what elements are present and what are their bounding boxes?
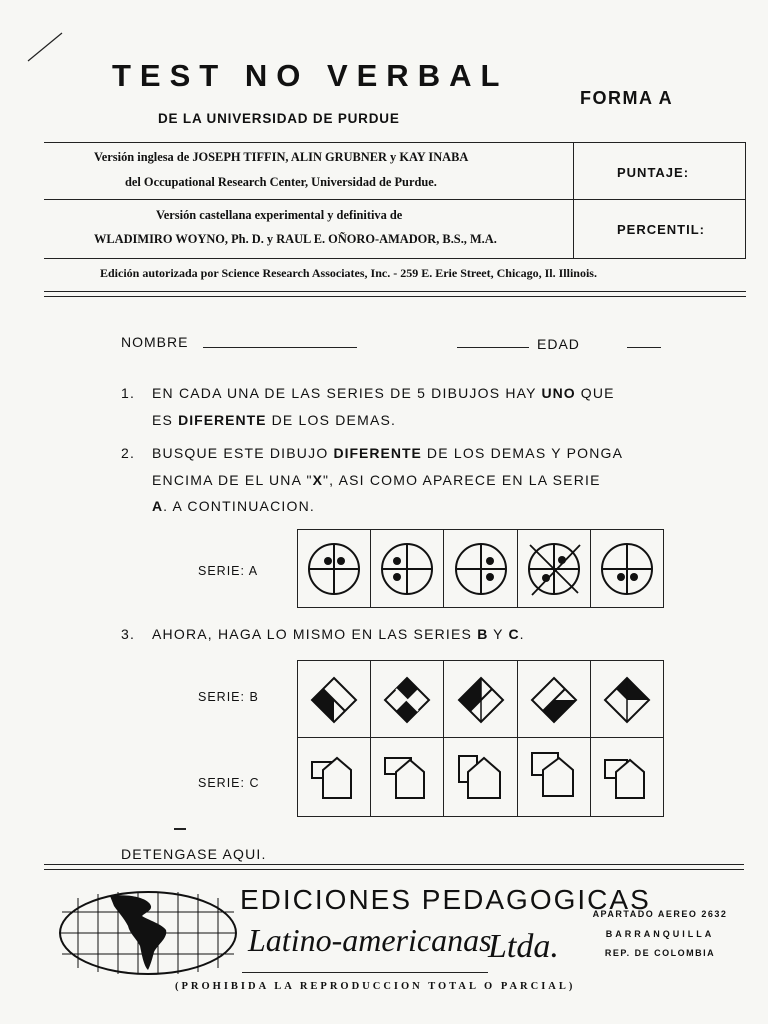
copyright-notice: (PROHIBIDA LA REPRODUCCION TOTAL O PARCIAL): [175, 981, 576, 992]
world-map-logo-icon: [58, 890, 238, 976]
divider: [44, 142, 746, 143]
circle-quadrant-icon: [306, 541, 362, 597]
divider: [44, 864, 744, 865]
nombre-input-line[interactable]: [203, 347, 357, 348]
page-subtitle: DE LA UNIVERSIDAD DE PURDUE: [158, 111, 400, 126]
divider: [44, 258, 746, 259]
address-line: BARRANQUILLA: [605, 929, 715, 939]
credit-line: Versión castellana experimental y definitiva de: [156, 208, 403, 222]
serie-c-label: SERIE: C: [198, 776, 260, 790]
address-line: APARTADO AEREO 2632: [592, 909, 728, 919]
nombre-label: NOMBRE: [121, 334, 189, 350]
serie-c-option-4[interactable]: [517, 738, 590, 816]
instruction-2: BUSQUE ESTE DIBUJO DIFERENTE DE LOS DEMAS Y PONGA ENCIMA DE EL UNA "X", ASI COMO APARECE EN LA SERIE A. A CONTINUACION.: [152, 445, 624, 514]
pen-mark: [26, 30, 66, 64]
serie-a-option-3[interactable]: [443, 530, 516, 607]
divider: [44, 296, 746, 297]
serie-a-option-5[interactable]: [590, 530, 663, 607]
serie-c-option-2[interactable]: [370, 738, 443, 816]
divider: [44, 291, 746, 292]
serie-b-option-3[interactable]: [443, 661, 516, 738]
credit-line: Versión inglesa de JOSEPH TIFFIN, ALIN GRUBNER y KAY INABA: [94, 150, 469, 164]
serie-b-grid: [297, 660, 664, 738]
serie-a-option-4-marked[interactable]: [517, 530, 590, 607]
underline: [242, 972, 488, 973]
diamond-icon: [602, 675, 652, 725]
form-label: FORMA A: [580, 88, 674, 108]
instruction-1: EN CADA UNA DE LAS SERIES DE 5 DIBUJOS HAY UNO QUE ES DIFERENTE DE LOS DEMAS.: [152, 385, 615, 428]
house-shape-icon: [527, 750, 581, 804]
dash-mark: [174, 828, 186, 830]
diamond-icon: [382, 675, 432, 725]
circle-quadrant-x-icon: [524, 539, 584, 599]
instruction-3: AHORA, HAGA LO MISMO EN LAS SERIES B Y C.: [152, 626, 525, 642]
diamond-icon: [309, 675, 359, 725]
page-title: TEST NO VERBAL: [112, 58, 509, 93]
divider: [573, 142, 574, 258]
circle-quadrant-icon: [599, 541, 655, 597]
serie-c-option-1[interactable]: [298, 738, 370, 816]
nombre-input-line[interactable]: [457, 347, 529, 348]
serie-b-label: SERIE: B: [198, 690, 259, 704]
serie-a-grid: [297, 529, 664, 608]
address-line: REP. DE COLOMBIA: [604, 948, 716, 958]
serie-c-option-5[interactable]: [590, 738, 663, 816]
credit-line: WLADIMIRO WOYNO, Ph. D. y RAUL E. OÑORO-AMADOR, B.S., M.A.: [94, 232, 497, 246]
house-shape-icon: [380, 750, 434, 804]
serie-a-label: SERIE: A: [198, 564, 259, 578]
serie-b-option-1[interactable]: [298, 661, 370, 738]
circle-quadrant-icon: [379, 541, 435, 597]
serie-a-option-1[interactable]: [298, 530, 370, 607]
edad-input-line[interactable]: [627, 347, 661, 348]
serie-c-option-3[interactable]: [443, 738, 516, 816]
divider: [44, 869, 744, 870]
percentil-label: PERCENTIL:: [617, 222, 705, 237]
divider: [745, 142, 746, 258]
publisher-ltda: Ltda.: [488, 928, 559, 965]
serie-a-option-2[interactable]: [370, 530, 443, 607]
serie-b-option-4[interactable]: [517, 661, 590, 738]
publisher-name: EDICIONES PEDAGOGICAS: [240, 884, 651, 915]
instruction-number: 1.: [121, 385, 136, 401]
divider: [44, 199, 746, 200]
puntaje-label: PUNTAJE:: [617, 165, 690, 180]
stop-instruction: DETENGASE AQUI.: [121, 846, 267, 862]
instruction-number: 3.: [121, 626, 136, 642]
serie-c-grid: [297, 737, 664, 817]
credit-line: del Occupational Research Center, Universidad de Purdue.: [125, 175, 437, 189]
publisher-subname: Latino-americanas: [248, 922, 492, 958]
serie-b-option-5[interactable]: [590, 661, 663, 738]
house-shape-icon: [600, 750, 654, 804]
edition-note: Edición autorizada por Science Research Associates, Inc. - 259 E. Erie Street, Chicago, Il. Illinois.: [100, 266, 597, 280]
instruction-number: 2.: [121, 445, 136, 461]
circle-quadrant-icon: [453, 541, 509, 597]
diamond-icon: [529, 675, 579, 725]
house-shape-icon: [307, 750, 361, 804]
edad-label: EDAD: [537, 336, 580, 352]
house-shape-icon: [454, 750, 508, 804]
diamond-icon: [456, 675, 506, 725]
serie-b-option-2[interactable]: [370, 661, 443, 738]
